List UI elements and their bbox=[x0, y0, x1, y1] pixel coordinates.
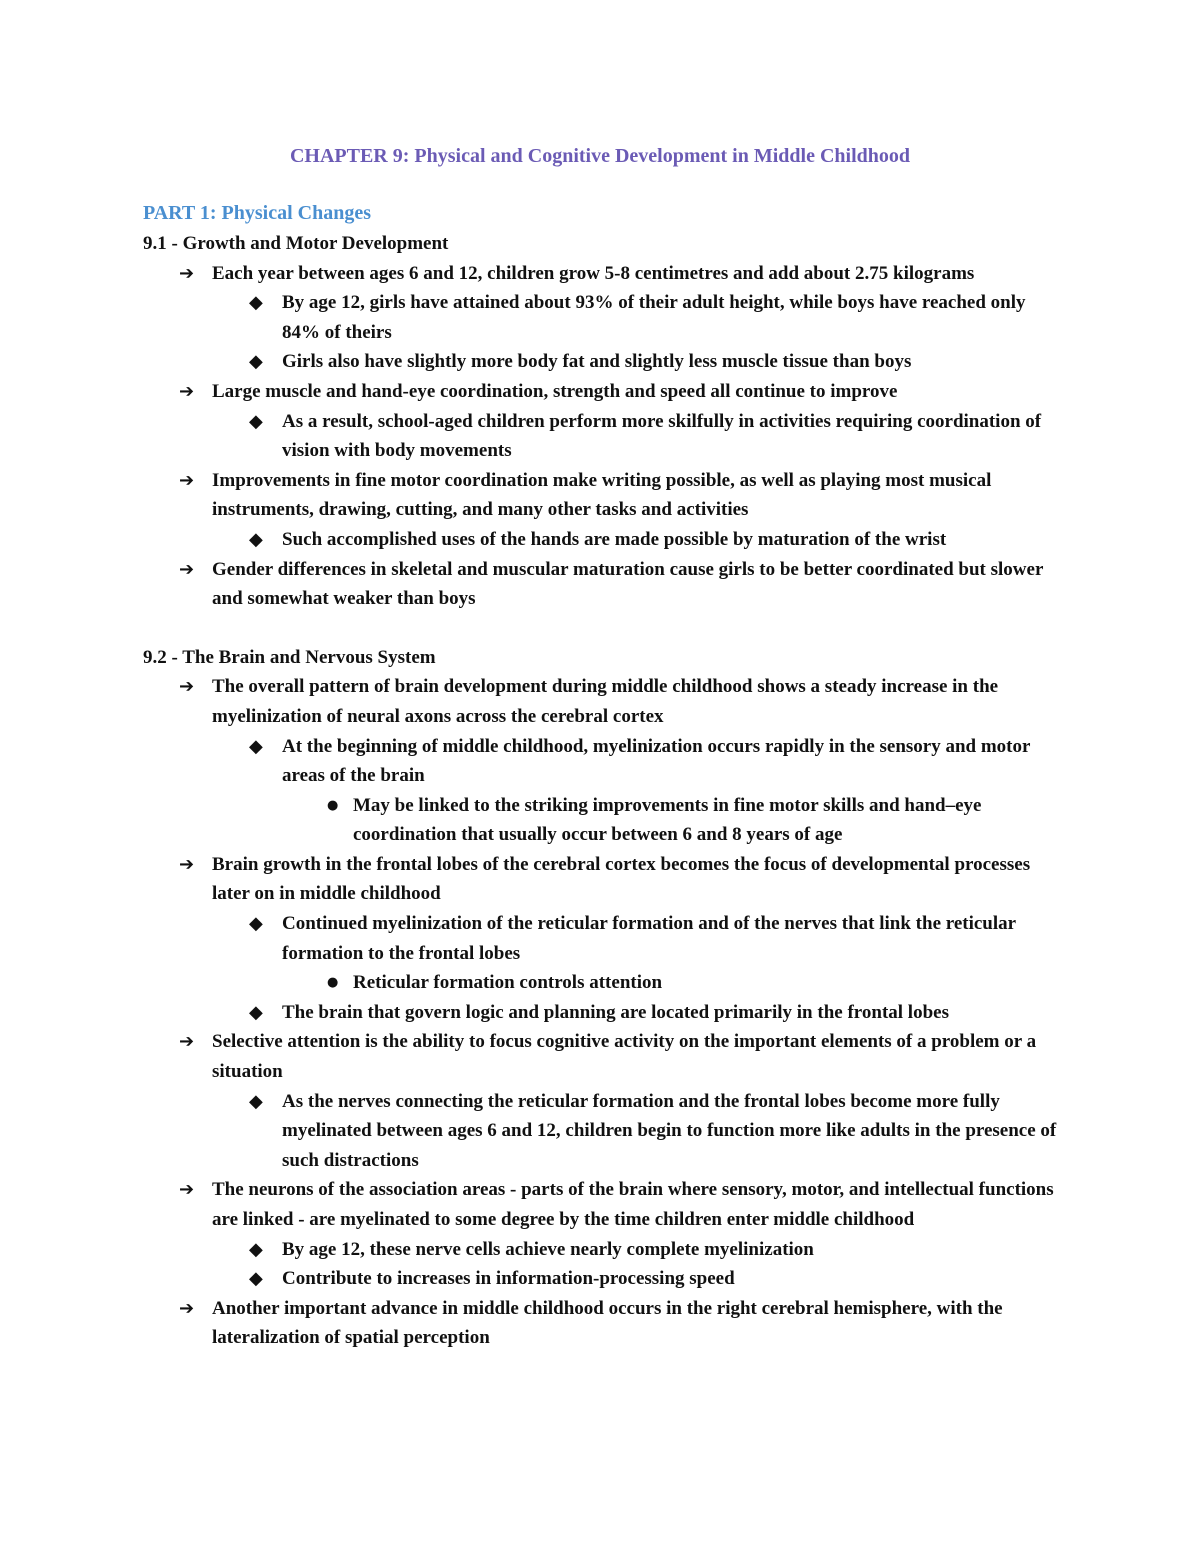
list-item bbox=[143, 1264, 1063, 1294]
diamond-bullet-icon: ◆ bbox=[249, 735, 263, 757]
list-item-text: Improvements in fine motor coordination make writing possible, as well as playing most musical instruments, drawing, cutting, and many other tasks and activities bbox=[212, 469, 992, 521]
bullet-list bbox=[143, 259, 1063, 614]
list-item-text: The brain that govern logic and planning are located primarily in the frontal lobes bbox=[282, 1001, 949, 1023]
list-item-text: As a result, school-aged children perform more skilfully in activities requiring coordination of vision with body movements bbox=[282, 410, 1042, 462]
bullet-bullet-icon: ● bbox=[327, 797, 339, 813]
list-item-text: The overall pattern of brain development during middle childhood shows a steady increase in the myelinization of neural axons across the cerebral cortex bbox=[212, 676, 999, 727]
diamond-bullet-icon: ◆ bbox=[249, 1268, 263, 1290]
arrow-bullet-icon: ➔ bbox=[179, 676, 195, 698]
list-item bbox=[143, 288, 1063, 347]
list-item bbox=[143, 347, 1063, 377]
arrow-bullet-icon: ➔ bbox=[179, 1031, 195, 1053]
list-item-text: Girls also have slightly more body fat and slightly less muscle tissue than boys bbox=[282, 351, 912, 373]
bullet-list bbox=[143, 672, 1063, 1353]
list-item-text: Selective attention is the ability to focus cognitive activity on the important elements of a problem or a situation bbox=[212, 1031, 1037, 1083]
list-item-text: May be linked to the striking improvements in fine motor skills and hand–eye coordination that usually occur between 6 and 8 years of age bbox=[353, 794, 982, 846]
list-item-text: By age 12, girls have attained about 93% of their adult height, while boys have reached only 84% of theirs bbox=[282, 292, 1026, 343]
arrow-bullet-icon: ➔ bbox=[179, 1297, 195, 1319]
list-item-text: Reticular formation controls attention bbox=[353, 972, 663, 994]
list-item bbox=[143, 672, 1063, 731]
list-item bbox=[143, 1087, 1063, 1176]
list-item bbox=[143, 1027, 1063, 1086]
list-item bbox=[143, 998, 1063, 1028]
list-item bbox=[143, 1175, 1063, 1234]
list-item-text: By age 12, these nerve cells achieve nearly complete myelinization bbox=[282, 1238, 814, 1260]
list-item-text: Each year between ages 6 and 12, children grow 5-8 centimetres and add about 2.75 kilograms bbox=[212, 262, 975, 284]
list-item-text: Such accomplished uses of the hands are made possible by maturation of the wrist bbox=[282, 528, 947, 550]
chapter-title: CHAPTER 9: Physical and Cognitive Development in Middle Childhood bbox=[289, 145, 911, 167]
arrow-bullet-icon: ➔ bbox=[179, 853, 195, 875]
diamond-bullet-icon: ◆ bbox=[249, 351, 263, 373]
diamond-bullet-icon: ◆ bbox=[249, 1001, 263, 1023]
list-item-text: Another important advance in middle childhood occurs in the right cerebral hemisphere, with the lateralization of spatial perception bbox=[212, 1297, 1003, 1349]
diamond-bullet-icon: ◆ bbox=[249, 528, 263, 550]
section-spacer bbox=[143, 614, 1063, 643]
part-heading: PART 1: Physical Changes bbox=[143, 202, 372, 224]
list-item bbox=[143, 968, 1063, 998]
list-item bbox=[143, 466, 1063, 525]
list-item bbox=[143, 525, 1063, 555]
list-item-text: At the beginning of middle childhood, myelinization occurs rapidly in the sensory and motor areas of the brain bbox=[282, 735, 1031, 787]
list-item bbox=[143, 1235, 1063, 1265]
list-item bbox=[143, 732, 1063, 791]
bullet-bullet-icon: ● bbox=[327, 975, 339, 991]
list-item bbox=[143, 791, 1063, 850]
arrow-bullet-icon: ➔ bbox=[179, 262, 195, 284]
list-item bbox=[143, 377, 1063, 407]
arrow-bullet-icon: ➔ bbox=[179, 380, 195, 402]
section-heading: 9.1 - Growth and Motor Development bbox=[143, 233, 449, 254]
list-item-text: The neurons of the association areas - parts of the brain where sensory, motor, and intellectual functions are linked - are myelinated to some degree by the time children enter middle childhood bbox=[212, 1179, 1054, 1230]
list-item-text: Contribute to increases in information-processing speed bbox=[282, 1268, 735, 1290]
list-item bbox=[143, 407, 1063, 466]
sections-container bbox=[143, 229, 1063, 1353]
list-item bbox=[143, 1294, 1063, 1353]
list-item bbox=[143, 555, 1063, 614]
arrow-bullet-icon: ➔ bbox=[179, 469, 195, 491]
diamond-bullet-icon: ◆ bbox=[249, 292, 263, 314]
notes-body bbox=[143, 198, 1063, 1353]
diamond-bullet-icon: ◆ bbox=[249, 1238, 263, 1260]
list-item bbox=[143, 259, 1063, 289]
list-item-text: Large muscle and hand-eye coordination, strength and speed all continue to improve bbox=[212, 380, 898, 402]
section bbox=[143, 229, 1063, 614]
list-item-text: Brain growth in the frontal lobes of the cerebral cortex becomes the focus of developmental processes later on in middle childhood bbox=[212, 853, 1031, 905]
list-item bbox=[143, 909, 1063, 968]
section-heading: 9.2 - The Brain and Nervous System bbox=[143, 646, 436, 668]
arrow-bullet-icon: ➔ bbox=[179, 558, 195, 580]
arrow-bullet-icon: ➔ bbox=[179, 1179, 195, 1201]
diamond-bullet-icon: ◆ bbox=[249, 1090, 263, 1112]
diamond-bullet-icon: ◆ bbox=[249, 410, 263, 432]
diamond-bullet-icon: ◆ bbox=[249, 913, 263, 935]
list-item-text: Continued myelinization of the reticular formation and of the nerves that link the reticular formation to the frontal lobes bbox=[282, 913, 1016, 964]
list-item bbox=[143, 850, 1063, 909]
list-item-text: As the nerves connecting the reticular formation and the frontal lobes become more fully myelinated between ages 6 and 12, children begin to function more like adults in the presence of such distractions bbox=[282, 1090, 1057, 1171]
section bbox=[143, 643, 1063, 1353]
list-item-text: Gender differences in skeletal and muscular maturation cause girls to be better coordinated but slower and somewhat weaker than boys bbox=[212, 558, 1044, 610]
